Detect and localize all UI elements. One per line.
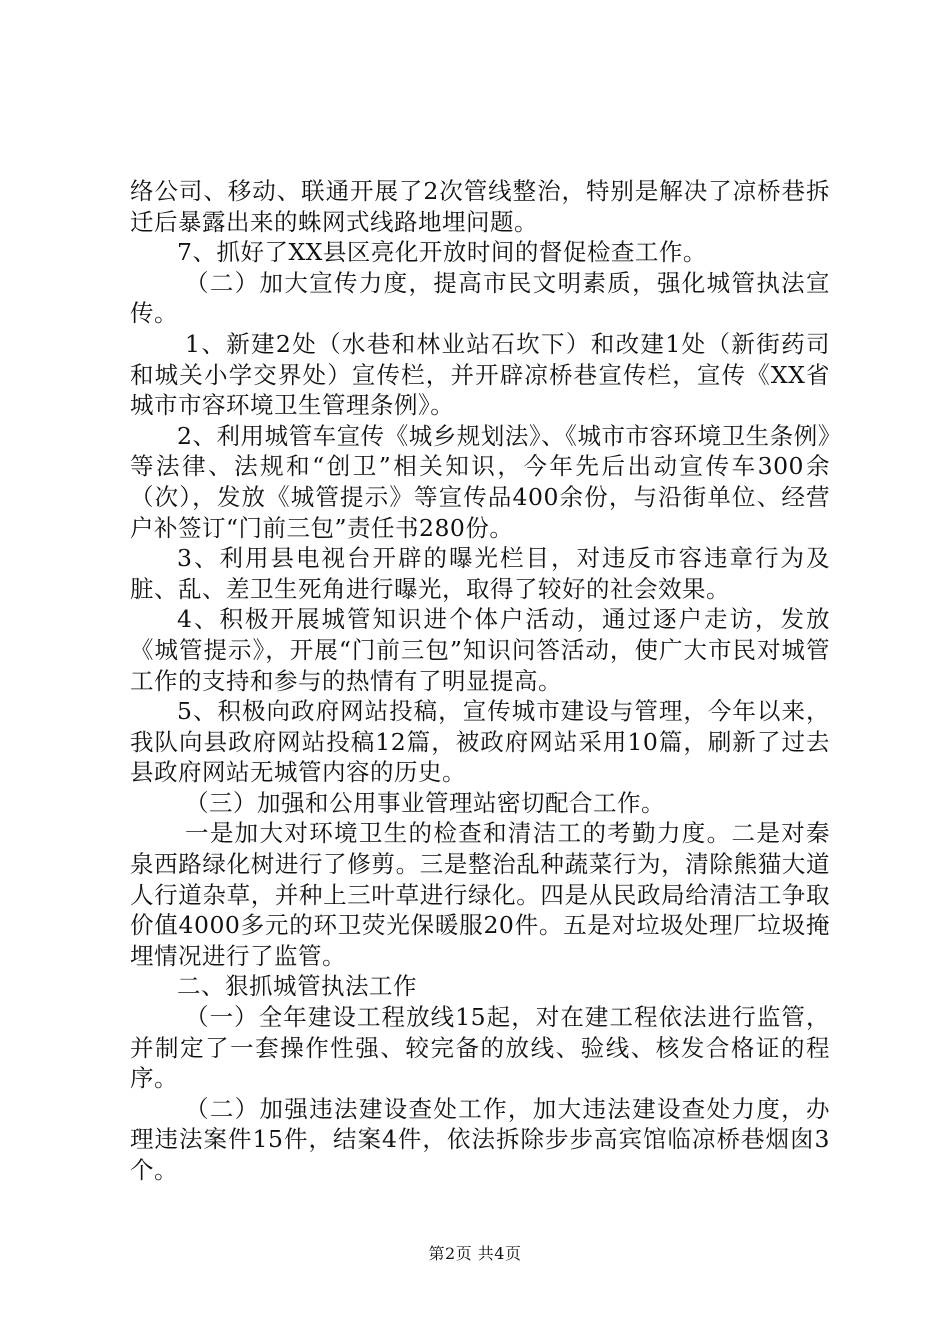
section-heading-3: （三）加强和公用事业管理站密切配合工作。 [185, 788, 665, 817]
paragraph-item-1: 1、新建2处（水巷和林业站石坎下）和改建1处（新街药司和城关小学交界处）宣传栏，并开辟凉桥巷宣传栏，宣传《XX省城市市容环境卫生管理条例》。 [130, 329, 830, 420]
section-heading-2: （二）加大宣传力度，提高市民文明素质，强化城管执法宣传。 [130, 268, 830, 328]
paragraph-item-3: 3、利用县电视台开辟的曝光栏目，对违反市容违章行为及脏、乱、差卫生死角进行曝光，取得了较好的社会效果。 [130, 544, 830, 603]
paragraph-illegal-construction: （二）加强违法建设查处工作，加大违法建设查处力度，办理违法案件15件，结案4件，依法拆除步步高宾馆临凉桥巷烟囱3个。 [130, 1094, 830, 1184]
paragraph-construction: （一）全年建设工程放线15起，对在建工程依法进行监管，并制定了一套操作性强、较完备的放线、验线、核发合格证的程序。 [130, 1003, 830, 1093]
page-number-footer: 第2页 共4页 [428, 1244, 522, 1263]
chapter-heading-2: 二、狠抓城管执法工作 [177, 972, 417, 1001]
paragraph-continuation: 络公司、移动、联通开展了2次管线整治，特别是解决了凉桥巷拆迁后暴露出来的蛛网式线路地埋问题。 [130, 177, 830, 236]
paragraph-item-7: 7、抓好了XX县区亮化开放时间的督促检查工作。 [177, 238, 707, 267]
paragraph-item-5: 5、积极向政府网站投稿，宣传城市建设与管理，今年以来，我队向县政府网站投稿12篇，被政府网站采用10篇，刷新了过去县政府网站无城管内容的历史。 [130, 697, 830, 787]
document-body [130, 176, 830, 1186]
paragraph-sanitation: 一是加大对环境卫生的检查和清洁工的考勤力度。二是对秦泉西路绿化树进行了修剪。三是整治乱种蔬菜行为，清除熊猫大道人行道杂草，并种上三叶草进行绿化。四是从民政局给清洁工争取价值4000多元的环卫荧光保暖服20件。五是对垃圾处理厂垃圾掩埋情况进行了监管。 [130, 819, 830, 970]
paragraph-item-2: 2、利用城管车宣传《城乡规划法》、《城市市容环境卫生条例》等法律、法规和“创卫”相关知识，今年先后出动宣传车300余（次），发放《城管提示》等宣传品400余份，与沿街单位、经营户补签订“门前三包”责任书280份。 [130, 421, 830, 542]
paragraph-item-4: 4、积极开展城管知识进个体户活动，通过逐户走访，发放《城管提示》，开展“门前三包”知识问答活动，使广大市民对城管工作的支持和参与的热情有了明显提高。 [130, 605, 830, 695]
